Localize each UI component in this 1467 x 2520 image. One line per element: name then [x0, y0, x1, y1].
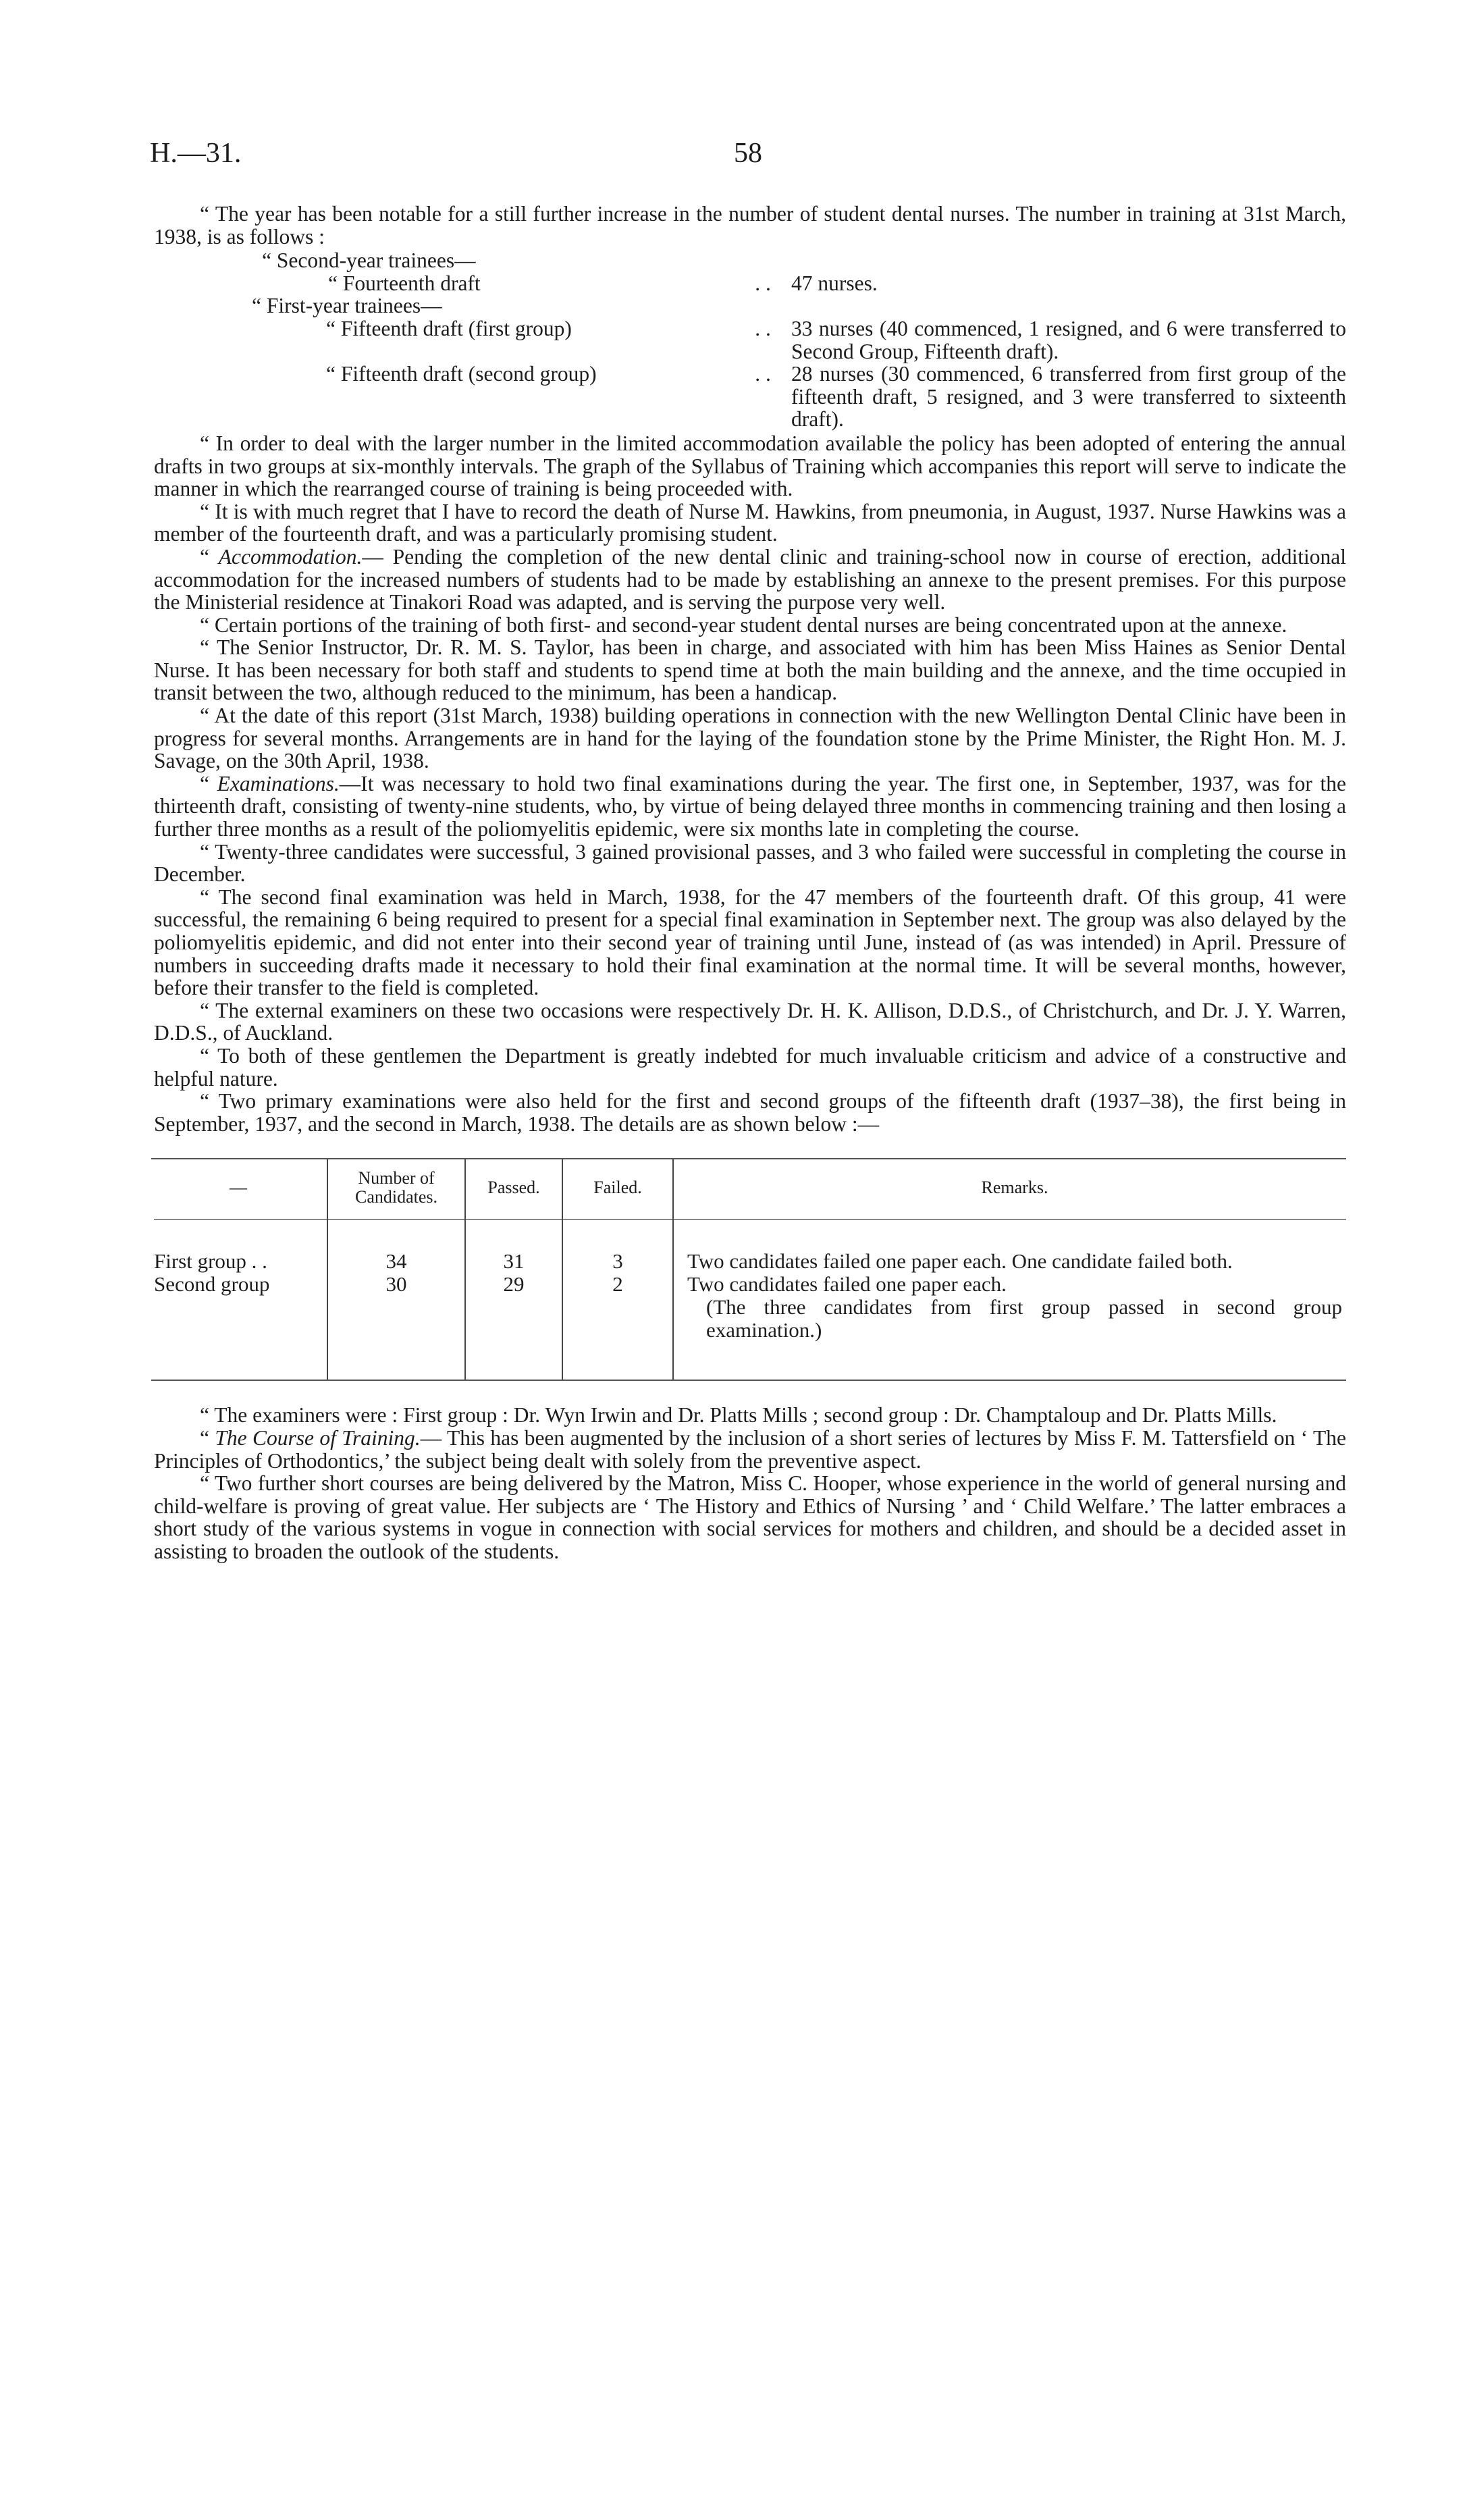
cell-group: Second group — [154, 1272, 270, 1296]
cell-passed: 29 — [465, 1273, 562, 1380]
paragraph-two-further: “ Two further short courses are being delivered by the Matron, Miss C. Hooper, whose experience in the world of general nursing and child-welfare is proving of great value. Her subjects are ‘ The History and Ethics of Nursing ’ and ‘ Child Welfare.’ The latter embraces a short study of the various systems in vogue in connection with social services for mothers and children, and should be a decided asset in assisting to broaden the outlook of the students. — [154, 1471, 1346, 1563]
intro-paragraph: “ The year has been notable for a still further increase in the number of student dental nurses. The number in training at 31st March, 1938, is as follows : — [154, 202, 1346, 248]
paragraph-gentlemen: “ To both of these gentlemen the Department is greatly indebted for much invaluable criticism and advice of a constructive and helpful nature. — [154, 1043, 1346, 1091]
draft-row-fifteenth-first: “ Fifteenth draft (first group) . . 33 nurses (40 commenced, 1 resigned, and 6 were transferred to Second Group, Fifteenth draft). — [326, 316, 1346, 363]
header-passed: Passed. — [465, 1159, 562, 1219]
paragraph-twenty-three: “ Twenty-three candidates were successful, 3 gained provisional passes, and 3 who failed were successful in completing the course in December. — [154, 839, 1346, 887]
heading-examinations: Examinations. — [217, 771, 340, 795]
paragraph-external-examiners: “ The external examiners on these two occasions were respectively Dr. H. K. Allison, D.D.S., of Christchurch, and Dr. J. Y. Warren, D.D.S., of Auckland. — [154, 998, 1346, 1045]
table-row — [154, 1273, 1346, 1380]
cell-remarks: Two candidates failed one paper each. (The three candidates from first group passed in second group examination.) — [673, 1273, 1346, 1380]
header-group: — — [230, 1178, 247, 1198]
header-failed: Failed. — [562, 1159, 673, 1219]
paragraph-two-primary: “ Two primary examinations were also held for the first and second groups of the fifteenth draft (1937–38), the first being in September, 1937, and the second in March, 1938. The details are as shown below :— — [154, 1089, 1346, 1136]
table-header-row — [154, 1159, 1346, 1219]
cell-failed: 2 — [562, 1273, 673, 1380]
draft-row-fourteenth: “ Fourteenth draft . . 47 nurses. — [328, 271, 878, 295]
header-remarks: Remarks. — [673, 1159, 1346, 1219]
paragraph-report-date: “ At the date of this report (31st March, 1938) building operations in connection with the new Wellington Dental Clinic have been in progress for several months. Arrangements are in hand for the laying of the foundation stone by the Prime Minister, the Right Hon. M. J. Savage, on the 30th April, 1938. — [154, 704, 1346, 773]
paragraph-regret: “ It is with much regret that I have to record the death of Nurse M. Hawkins, from pneumonia, in August, 1937. Nurse Hawkins was a member of the fourteenth draft, and was a particularly promising student. — [154, 499, 1346, 546]
paragraph-accommodation: “ Accommodation.— Pending the completion of the new dental clinic and training-school now in course of erection, additional accommodation for the increased numbers of students had to be made by establishing an annexe to the present premises. For this purpose the Ministerial residence at Tinakori Road was adapted, and is serving the purpose very well. — [154, 544, 1346, 614]
paragraph-examiners: “ The examiners were : First group : Dr. Wyn Irwin and Dr. Platts Mills ; second group : Dr. Champtaloup and Dr. Platts Mills. — [200, 1403, 1277, 1427]
draft-list — [154, 249, 1346, 431]
page-body — [154, 203, 1346, 1563]
paragraph-course-of-training: “ The Course of Training.— This has been augmented by the inclusion of a short series of lectures by Miss F. M. Tattersfield on ‘ The Principles of Orthodontics,’ the subject being dealt with solely from the preventive aspect. — [154, 1425, 1346, 1473]
heading-course-of-training: The Course of Training. — [215, 1425, 421, 1450]
paragraph-portions: “ Certain portions of the training of both first- and second-year student dental nurses are being concentrated upon at the annexe. — [200, 612, 1287, 637]
draft-row-fifteenth-second: “ Fifteenth draft (second group) . . 28 nurses (30 commenced, 6 transferred from first group of the fifteenth draft, 5 resigned, and 3 were transferred to sixteenth draft). — [326, 362, 1346, 431]
table-row — [154, 1219, 1346, 1273]
table-bottom-rule — [151, 1380, 1346, 1381]
report-code: H.—31. — [150, 138, 242, 169]
draft-heading-first-year: “ First-year trainees— — [252, 294, 442, 318]
cell-remarks: Two candidates failed one paper each. One candidate failed both. — [673, 1219, 1346, 1273]
heading-accommodation: Accommodation. — [218, 544, 363, 569]
paragraph-senior-instructor: “ The Senior Instructor, Dr. R. M. S. Taylor, has been in charge, and associated with him has been Miss Haines as Senior Dental Nurse. It has been necessary for both staff and students to spend time at both the main building and the annexe, and the time occupied in transit between the two, although reduced to the minimum, has been a handicap. — [154, 635, 1346, 705]
header-candidates: Number of Candidates. — [327, 1159, 465, 1219]
cell-failed: 3 — [562, 1219, 673, 1273]
paragraph-second-final: “ The second final examination was held in March, 1938, for the 47 members of the fourteenth draft. Of this group, 41 were successful, the remaining 6 being required to present for a special final examination in September next. The group was also delayed by the poliomyelitis epidemic, and did not enter into their second year of training until June, instead of (as was intended) in April. Pressure of numbers in succeeding drafts made it necessary to hold their final examination at the normal time. It will be several months, however, before their transfer to the field is completed. — [154, 885, 1346, 1000]
cell-group: First group . . — [154, 1249, 267, 1274]
paragraph-order: “ In order to deal with the larger number in the limited accommodation available the policy has been adopted of entering the annual drafts in two groups at six-monthly intervals. The graph of the Syllabus of Training which accompanies this report will serve to indicate the manner in which the rearranged course of training is being proceeded with. — [154, 431, 1346, 501]
page-header — [150, 137, 1346, 178]
cell-passed: 31 — [465, 1219, 562, 1273]
page-number: 58 — [734, 138, 762, 169]
cell-candidates: 34 — [327, 1219, 465, 1273]
cell-candidates: 30 — [327, 1273, 465, 1380]
paragraph-examinations: “ Examinations.—It was necessary to hold two final examinations during the year. The first one, in September, 1937, was for the thirteenth draft, consisting of twenty-nine students, who, by virtue of being delayed three months in commencing training and then losing a further three months as a result of the poliomyelitis epidemic, were six months late in completing the course. — [154, 771, 1346, 841]
exam-table — [154, 1158, 1346, 1381]
draft-heading-second-year: “ Second-year trainees— — [262, 248, 476, 273]
